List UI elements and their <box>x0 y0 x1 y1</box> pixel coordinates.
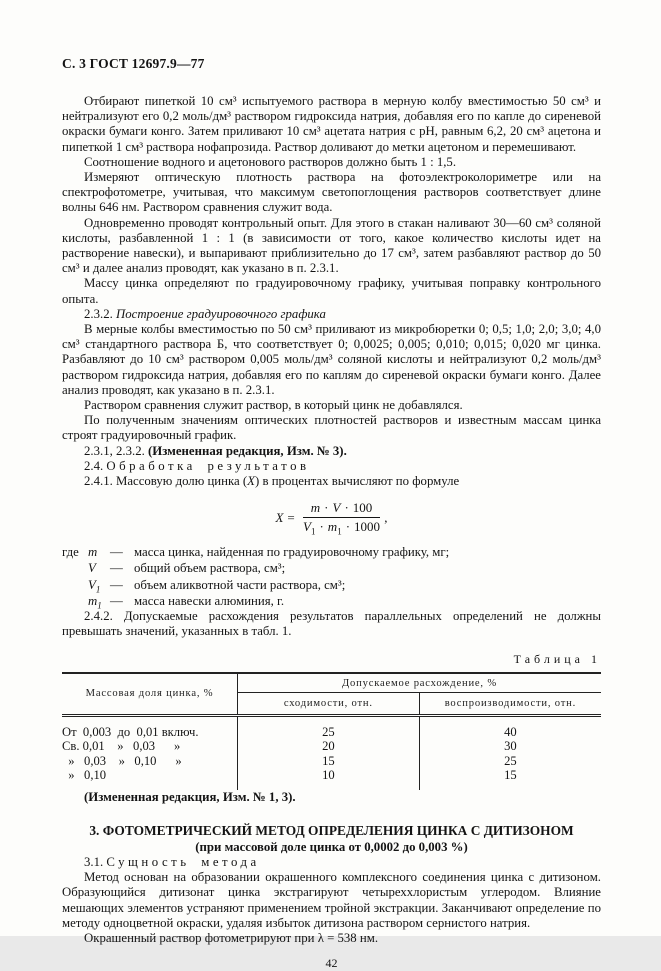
section-3-title: 3. ФОТОМЕТРИЧЕСКИЙ МЕТОД ОПРЕДЕЛЕНИЯ ЦИНКА С ДИТИЗОНОМ <box>89 823 574 839</box>
variable-definition <box>62 593 601 609</box>
var-lead <box>62 593 88 609</box>
cell-range: » 0,03 » 0,10 » <box>62 754 238 769</box>
column-header-reproducibility: воспроизводимости, отн. <box>419 692 601 715</box>
variable-x: X <box>247 474 255 489</box>
heading-3-1-title: Сущность метода <box>106 855 260 870</box>
cell-reproducibility: 30 <box>504 739 517 754</box>
var-dash: — <box>110 593 123 608</box>
var-lead <box>62 577 88 593</box>
formula-numerator <box>303 500 381 518</box>
heading-2-4 <box>62 459 601 474</box>
paragraph-plot-graph: По полученным значениям оптических плотностей растворов и известным массам цинка строят градуировочный график. <box>62 413 601 443</box>
formula-equals: = <box>287 509 295 525</box>
var-dash: — <box>110 577 123 592</box>
page-number: 42 <box>325 956 338 971</box>
section-3-subtitle: (при массовой доле цинка от 0,0002 до 0,003 %) <box>195 840 468 855</box>
running-header: С. 3 ГОСТ 12697.9—77 <box>62 56 205 71</box>
formula-const-100: 100 <box>352 500 373 516</box>
multiply-dot: · <box>345 519 351 535</box>
paragraph-2-4-2: 2.4.2. Допускаемые расхождения результатов параллельных определений не должны превышать значений, указанных в табл. 1. <box>62 609 601 639</box>
heading-2-4-number: 2.4. <box>84 458 107 473</box>
formula <box>62 500 601 535</box>
cell-range: » 0,10 <box>62 768 238 790</box>
cell-reproducibility: 25 <box>504 753 517 768</box>
cell-convergence: 15 <box>238 754 420 769</box>
column-header-convergence: сходимости, отн. <box>238 692 420 715</box>
var-term <box>88 560 110 576</box>
cell-range: Св. 0,01 » 0,03 » <box>62 739 238 754</box>
paragraph-control-test: Одновременно проводят контрольный опыт. Для этого в стакан наливают 30—60 см³ соляной кислоты, разбавленной 1 : 1 (в зависимости от того, какое количество кислоты идет на растворение навески), и выпаривают приблизительно до 17 см³, затем разбавляют раствор до 50 см³ и далее анализ проводят, как указано в п. 2.3.1. <box>62 215 601 276</box>
amendment-note-1 <box>62 444 601 459</box>
paragraph-optical-density: Измеряют оптическую плотность раствора на фотоэлектроколориметре или на спектрофотометре, учитывая, что максимум светопоглощения растворов соответствует длине волны 646 нм. Раствором сравнения служит вода. <box>62 170 601 215</box>
formula-var-m: m <box>310 500 321 516</box>
var-subscript: 1 <box>97 600 102 611</box>
formula-const-1000: 1000 <box>354 519 381 535</box>
var-description: общий объем раствора, см³; <box>134 561 286 576</box>
var-term <box>88 544 110 560</box>
heading-2-3-2 <box>62 307 601 322</box>
variable-definition <box>62 577 601 593</box>
column-group-header-discrepancy: Допускаемое расхождение, % <box>238 673 602 693</box>
var-description: масса навески алюминия, г. <box>134 593 285 608</box>
paragraph-2-4-1-pre: 2.4.1. Массовую долю цинка ( <box>84 474 248 489</box>
formula-var-v1: V <box>303 519 311 535</box>
cell-reproducibility: 40 <box>504 724 517 739</box>
var-subscript: 1 <box>95 584 101 595</box>
column-header-mass-fraction: Массовая доля цинка, % <box>62 673 238 716</box>
formula-var-v: V <box>332 500 341 516</box>
multiply-dot: · <box>324 500 329 516</box>
paragraph-sampling: Отбирают пипеткой 10 см³ испытуемого раствора в мерную колбу вместимостью 50 см³ и нейтрализуют его 0,2 моль/дм³ раствором гидроксида натрия, добавляя его по капле до сиреневой окраски бумаги конго. Затем приливают 10 см³ ацетата натрия с pH, равным 6,2, 20 см³ ацетона и пипеткой 1 см³ раствора нофапрозида. Раствор доливают до метки ацетоном и перемешивают. <box>62 94 601 154</box>
paragraph-2-4-1 <box>62 474 601 489</box>
variable-definition <box>62 560 601 576</box>
cell-convergence: 25 <box>238 715 420 739</box>
var-letter: V <box>88 577 96 592</box>
var-dash: — <box>110 545 123 560</box>
var-term <box>88 577 110 593</box>
formula-fraction <box>303 500 381 535</box>
amendment-1-numbers: 2.3.1, 2.3.2. <box>84 443 148 458</box>
amendment-1-text: (Измененная редакция, Изм. № 3). <box>147 443 347 458</box>
paragraph-calibration: В мерные колбы вместимостью по 50 см³ приливают из микробюретки 0; 0,5; 1,0; 2,0; 3,0; 4,0 см³ стандартного раствора Б, что соответствует 0; 0,0025; 0,005; 0,010; 0,015; 0,020 мг цинка. Разбавляют до 10 см³ раствором 0,005 моль/дм³ соляной кислоты и нейтрализуют 0,2 моль/дм³ раствором гидроксида натрия, добавляя его по каплям до сиреневой окраски бумаги конго. Далее анализ проводят, как указано в п. 2.3.1. <box>62 322 601 397</box>
table-row <box>62 715 601 739</box>
formula-lhs: X <box>275 509 284 525</box>
cell-convergence: 10 <box>238 768 420 790</box>
table-1 <box>62 672 601 790</box>
formula-sub-1: 1 <box>310 526 316 537</box>
formula-comma: , <box>384 509 388 525</box>
page-content <box>62 56 601 971</box>
var-letter: m <box>88 545 98 560</box>
table-row <box>62 768 601 790</box>
heading-3-1-number: 3.1. <box>84 855 107 870</box>
paragraph-2-4-1-post: ) в процентах вычисляют по формуле <box>255 474 460 489</box>
table-row <box>62 739 601 754</box>
var-letter: V <box>88 561 96 576</box>
formula-denominator <box>303 518 380 535</box>
formula-var-m1: m <box>327 519 338 535</box>
heading-2-3-2-number: 2.3.2. <box>84 306 116 321</box>
paragraph-zinc-mass: Массу цинка определяют по градуировочному графику, учитывая поправку контрольного опыта. <box>62 276 601 306</box>
multiply-dot: · <box>344 500 349 516</box>
formula-sub-1: 1 <box>337 526 342 537</box>
var-lead <box>62 560 88 576</box>
var-letter: m <box>88 593 98 608</box>
paragraph-reference-solution: Раствором сравнения служит раствор, в который цинк не добавлялся. <box>84 398 463 413</box>
var-dash: — <box>110 561 123 576</box>
var-description: масса цинка, найденная по градуировочному графику, мг; <box>134 545 450 560</box>
heading-2-4-title: Обработка результатов <box>106 458 310 473</box>
amendment-note-2: (Измененная редакция, Изм. № 1, 3). <box>84 789 296 804</box>
paragraph-method-essence: Метод основан на образовании окрашенного комплексного соединения цинка с дитизоном. Образующийся дитизонат цинка экстрагируют четыреххлористым углеродом. Влияние мешающих элементов устраняют применением тройной экстракции. Заканчивают определение по методу одноцветной окраски, удаляя избыток дитизона раствором сернистого натрия. <box>62 870 601 930</box>
cell-range: От 0,003 до 0,01 включ. <box>62 715 238 739</box>
paragraph-photometry-wavelength: Окрашенный раствор фотометрируют при λ = 538 нм. <box>84 931 379 946</box>
var-lead: где <box>62 545 79 560</box>
table-row <box>62 754 601 769</box>
variable-definition <box>62 544 601 560</box>
heading-3-1 <box>62 855 601 870</box>
multiply-dot: · <box>319 519 324 535</box>
cell-reproducibility: 15 <box>504 768 517 783</box>
variables-list <box>62 544 601 609</box>
var-description: объем аликвотной части раствора, см³; <box>134 577 346 592</box>
heading-2-3-2-title: Построение градуировочного графика <box>116 306 326 321</box>
table-label: Таблица 1 <box>513 651 601 666</box>
cell-convergence: 20 <box>238 739 420 754</box>
table-header-row-1 <box>62 673 601 693</box>
paragraph-ratio: Соотношение водного и ацетонового растворов должно быть 1 : 1,5. <box>84 154 457 169</box>
var-term <box>88 593 110 609</box>
